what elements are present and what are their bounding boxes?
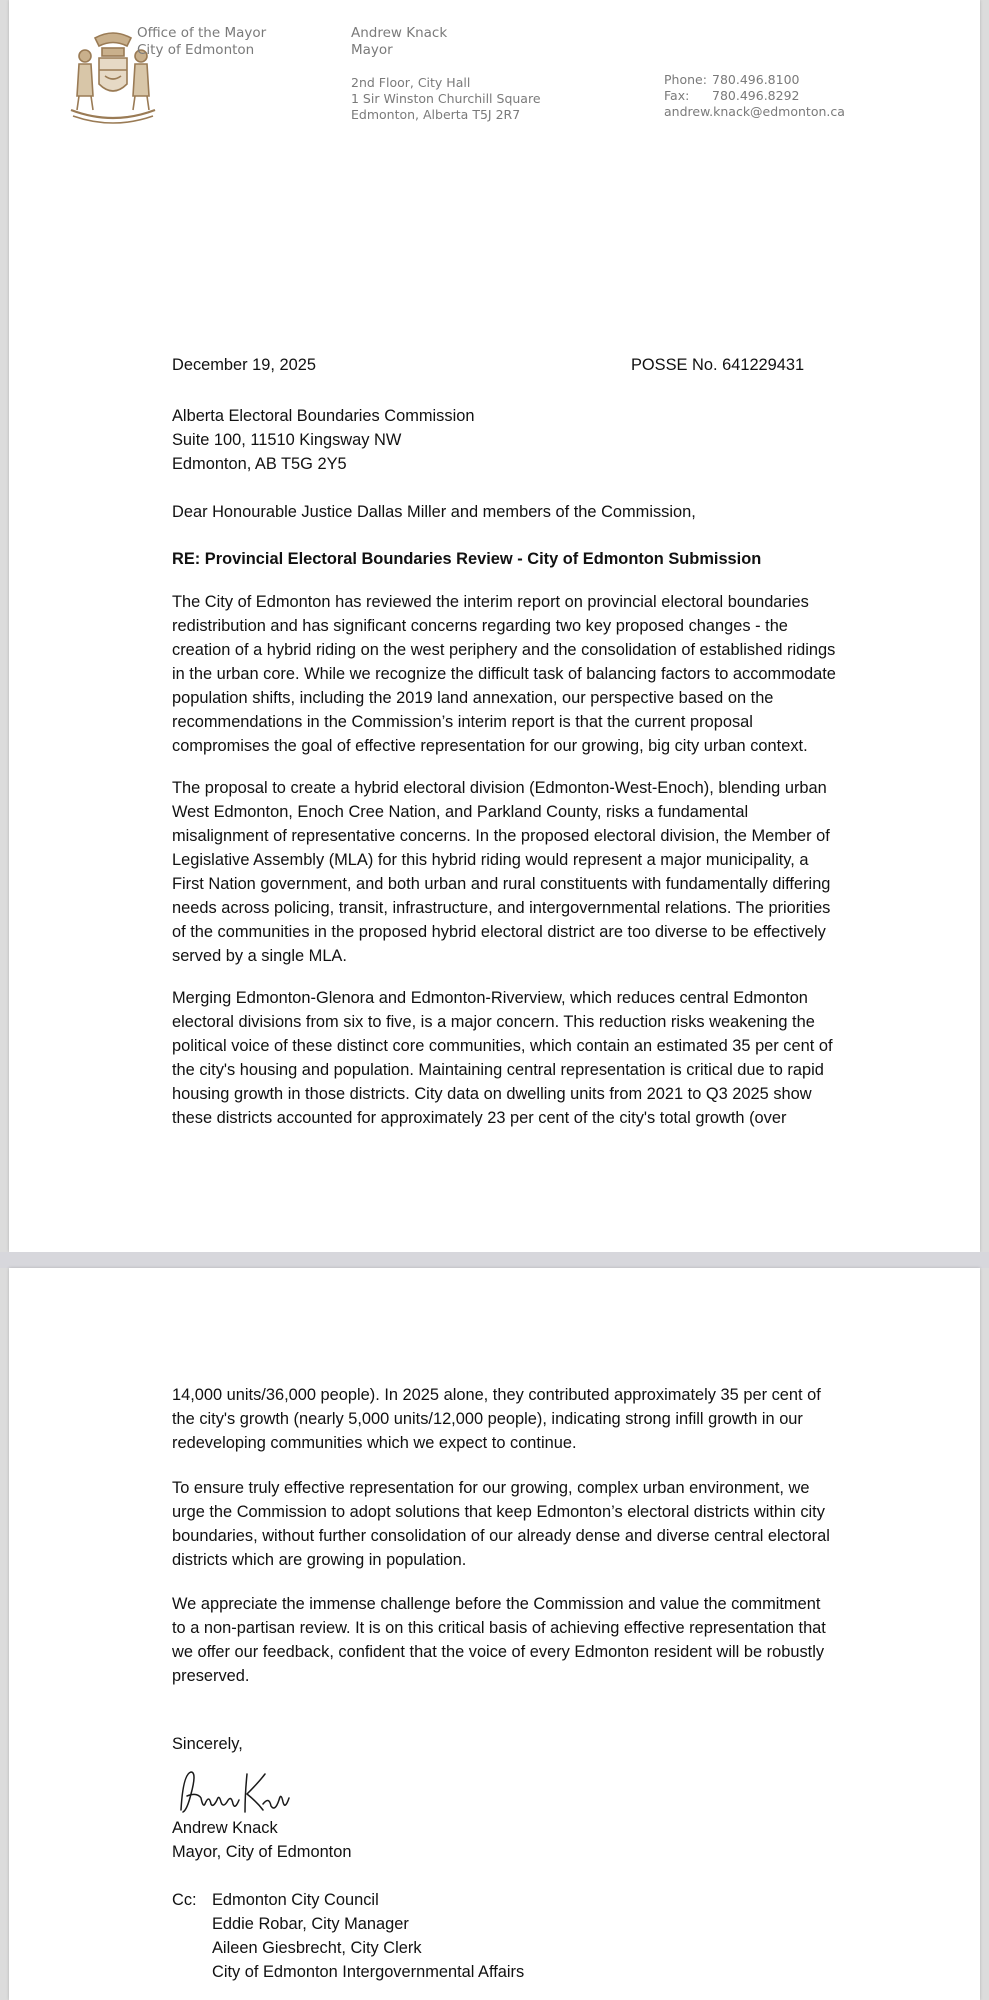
text-line: districts which are growing in population.: [172, 1551, 467, 1569]
address-line-1: 2nd Floor, City Hall: [351, 75, 471, 90]
cc-item: Eddie Robar, City Manager: [212, 1915, 409, 1933]
letter-page-1: [9, 0, 980, 1252]
text-line: electoral divisions from six to five, is a major concern. This reduction risks weakening the: [172, 1013, 815, 1031]
letter-date: December 19, 2025: [172, 356, 316, 374]
text-line: in the urban core. While we recognize the difficult task of balancing factors to accommodate: [172, 665, 836, 683]
signature-block: [172, 1816, 902, 1864]
posse-number: POSSE No. 641229431: [631, 356, 805, 374]
text-line: misalignment of representative concerns. In the proposed electoral division, the Member of: [172, 827, 830, 845]
office-line-2: City of Edmonton: [137, 42, 255, 58]
text-line: housing growth in those districts. City data on dwelling units from 2021 to Q3 2025 show: [172, 1085, 812, 1103]
text-line: the city's growth (nearly 5,000 units/12,000 people), indicating strong infill growth in our: [172, 1410, 803, 1428]
recipient-line: Edmonton, AB T5G 2Y5: [172, 455, 347, 473]
text-line: redistribution and has significant concerns regarding two key proposed changes - the: [172, 617, 788, 635]
paragraph-3-continued: [172, 1383, 902, 1455]
text-line: these districts accounted for approximately 23 per cent of the city's total growth (over: [172, 1109, 787, 1127]
text-line: population shifts, including the 2019 land annexation, our perspective based on the: [172, 689, 774, 707]
text-line: served by a single MLA.: [172, 947, 347, 965]
address-line-3: Edmonton, Alberta T5J 2R7: [351, 107, 521, 122]
address-line-2: 1 Sir Winston Churchill Square: [351, 91, 541, 106]
fax-label: Fax:: [664, 88, 690, 103]
letter-page-2: [9, 1268, 980, 2000]
cc-label: Cc:: [172, 1891, 197, 1909]
text-line: preserved.: [172, 1667, 250, 1685]
handwritten-signature: [175, 1764, 295, 1820]
closing: Sincerely,: [172, 1735, 243, 1753]
phone-number: 780.496.8100: [712, 72, 800, 87]
text-line: recommendations in the Commission’s interim report is that the current proposal: [172, 713, 753, 731]
text-line: West Edmonton, Enoch Cree Nation, and Parkland County, risks a fundamental: [172, 803, 749, 821]
text-line: We appreciate the immense challenge before the Commission and value the commitment: [172, 1595, 821, 1613]
paragraph-3: [172, 986, 902, 1130]
salutation: Dear Honourable Justice Dallas Miller and members of the Commission,: [172, 503, 696, 521]
text-line: creation of a hybrid riding on the west periphery and the consolidation of established ridings: [172, 641, 836, 659]
email-address[interactable]: andrew.knack@edmonton.ca: [664, 104, 845, 119]
text-line: the city's housing and population. Maintaining central representation is critical due to rapid: [172, 1061, 824, 1079]
recipient-line: Suite 100, 11510 Kingsway NW: [172, 431, 402, 449]
text-line: The City of Edmonton has reviewed the interim report on provincial electoral boundaries: [172, 593, 809, 611]
text-line: First Nation government, and both urban and rural constituents with fundamentally differing: [172, 875, 831, 893]
paragraph-4: [172, 1476, 902, 1572]
subject-line: RE: Provincial Electoral Boundaries Review - City of Edmonton Submission: [172, 550, 762, 568]
text-line: of the communities in the proposed hybrid electoral district are too diverse to be effectively: [172, 923, 826, 941]
fax-row: [664, 88, 845, 104]
mayor-title: Mayor: [351, 42, 393, 58]
recipient-address: [172, 404, 474, 476]
paragraph-2: [172, 776, 902, 968]
text-line: boundaries, without further consolidation of our already dense and diverse central electoral: [172, 1527, 830, 1545]
cc-item: City of Edmonton Intergovernmental Affairs: [212, 1963, 525, 1981]
paragraph-1: [172, 590, 902, 758]
text-line: to a non-partisan review. It is on this critical basis of achieving effective representation that: [172, 1619, 826, 1637]
page-separator: [0, 1252, 989, 1268]
recipient-line: Alberta Electoral Boundaries Commission: [172, 407, 475, 425]
mayor-name: Andrew Knack: [351, 25, 448, 41]
text-line: compromises the goal of effective representation for our growing, big city urban context.: [172, 737, 808, 755]
text-line: we offer our feedback, confident that the voice of every Edmonton resident will be robustly: [172, 1643, 825, 1661]
cc-item: Aileen Giesbrecht, City Clerk: [212, 1939, 422, 1957]
paragraph-5: [172, 1592, 902, 1688]
phone-row: [664, 72, 845, 88]
text-line: political voice of these distinct core communities, which contain an estimated 35 per cent of: [172, 1037, 833, 1055]
text-line: 14,000 units/36,000 people). In 2025 alone, they contributed approximately 35 per cent of: [172, 1386, 821, 1404]
signer-title: Mayor, City of Edmonton: [172, 1843, 352, 1861]
text-line: needs across policing, transit, infrastructure, and intergovernmental relations. The priorities: [172, 899, 831, 917]
office-line-1: Office of the Mayor: [137, 25, 267, 41]
phone-label: Phone:: [664, 72, 707, 87]
signer-name: Andrew Knack: [172, 1819, 278, 1837]
text-line: Legislative Assembly (MLA) for this hybrid riding would represent a major municipality, a: [172, 851, 809, 869]
text-line: redeveloping communities which we expect to continue.: [172, 1434, 577, 1452]
text-line: Merging Edmonton-Glenora and Edmonton-Riverview, which reduces central Edmonton: [172, 989, 808, 1007]
cc-item: Edmonton City Council: [212, 1891, 379, 1909]
text-line: urge the Commission to adopt solutions that keep Edmonton’s electoral districts within city: [172, 1503, 825, 1521]
text-line: The proposal to create a hybrid electoral division (Edmonton-West-Enoch), blending urban: [172, 779, 827, 797]
text-line: To ensure truly effective representation for our growing, complex urban environment, we: [172, 1479, 810, 1497]
cc-block: [172, 1888, 902, 1984]
fax-number: 780.496.8292: [712, 88, 800, 103]
